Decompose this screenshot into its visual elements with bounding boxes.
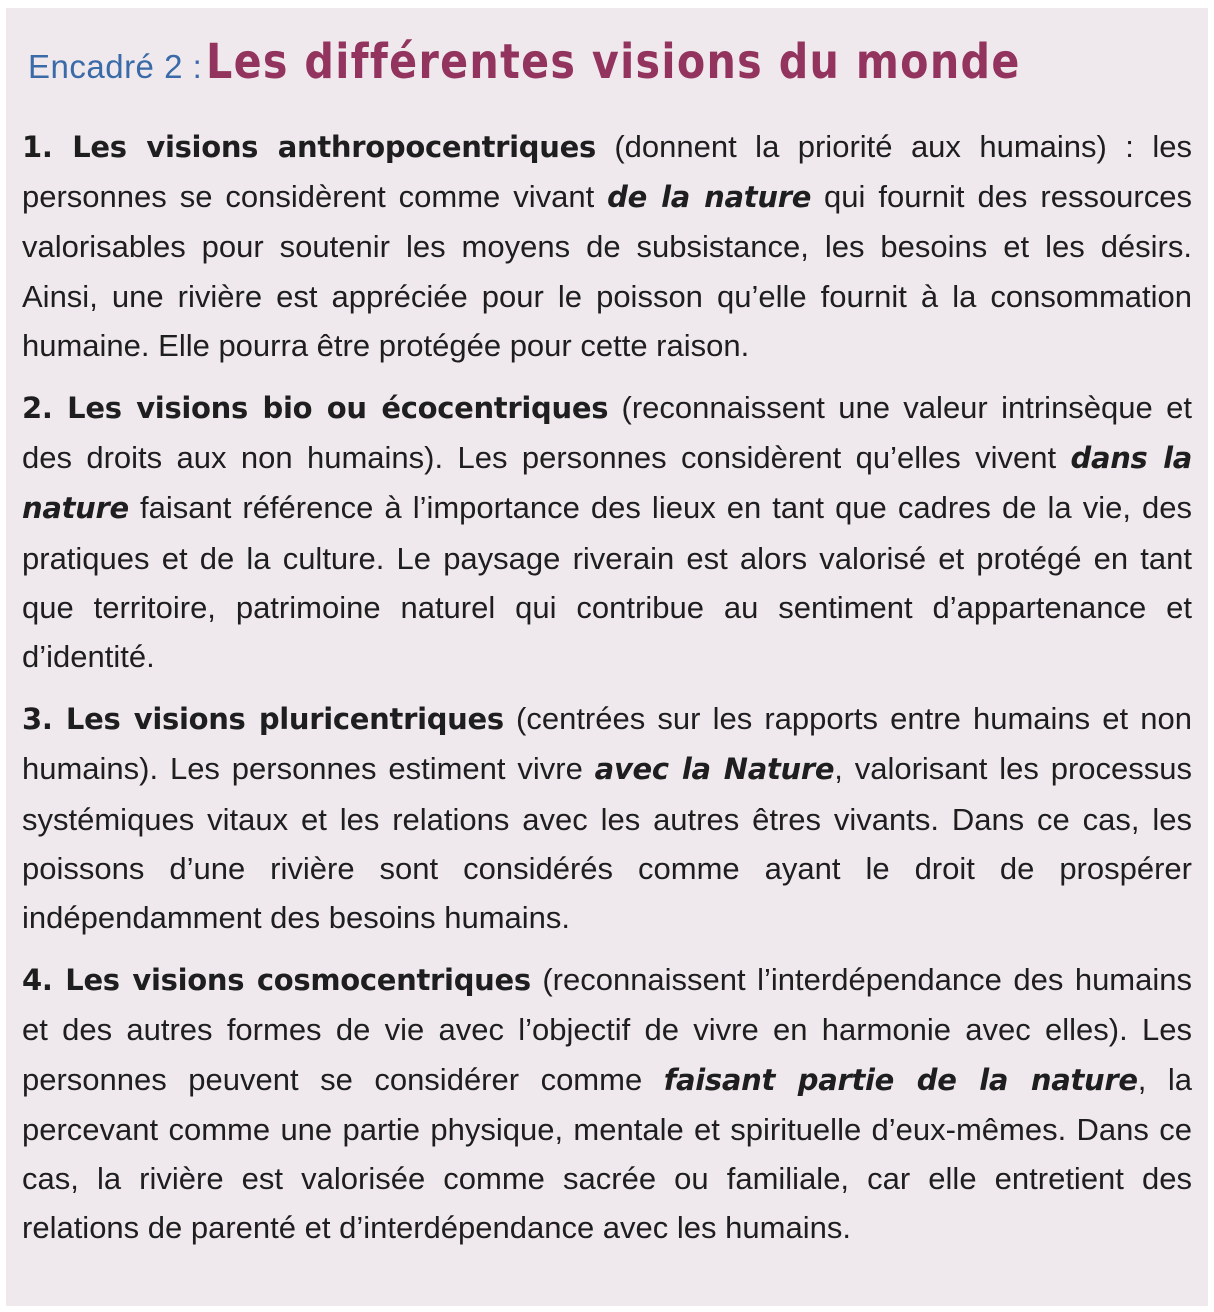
section-text: (reconnaissent une valeur intrinsèque et des droits aux non humains). Les personnes considèrent qu’elles vivent [22,390,1192,476]
section-anthropocentric [22,122,1192,370]
section-heading: 1. Les visions anthropocentriques [22,130,596,164]
section-heading: 4. Les visions cosmocentriques [22,963,531,998]
section-text: qui fournit des ressources valorisables pour soutenir les moyens de subsistance, les besoins et les désirs. Ainsi, une rivière est appréciée pour le poisson qu’elle fournit à la consommation humaine. Elle pourra être protégée pour cette raison. [22,179,1192,363]
section-ecocentric [22,383,1192,681]
section-heading: 3. Les visions pluricentriques [22,702,504,737]
box-label: Encadré 2 : [28,48,203,85]
section-text: faisant référence à l’importance des lieux en tant que cadres de la vie, des pratiques et de la culture. Le paysage riverain est alors valorisé et protégé en tant que territoire, patrimoine naturel qui contribue au sentiment d’appartenance et d’identité. [22,490,1192,675]
text-box [6,8,1208,1306]
section-heading: 2. Les visions bio ou écocentriques [22,391,609,426]
section-text: , valorisant les processus systémiques vitaux et les relations avec les autres êtres vivants. Dans ce cas, les poissons d’une rivière sont considérés comme ayant le droit de prospérer indépendamment des besoins humains. [22,751,1192,936]
section-emphasis: avec la Nature [594,752,835,787]
box-title: Les différentes visions du monde [206,34,1021,90]
section-cosmocentric [22,955,1192,1252]
section-text: (donnent la priorité aux humains) : les personnes se considèrent comme vivant [22,129,1192,215]
section-text: , la percevant comme une partie physique, mentale et spirituelle d’eux-mêmes. Dans ce cas, la rivière est valorisée comme sacrée ou familiale, car elle entretient des relations de parenté et d’interdépendance avec les humains. [22,1061,1192,1246]
section-emphasis: dans la nature [22,441,1192,526]
section-emphasis: de la nature [607,180,812,215]
section-text: (centrées sur les rapports entre humains et non humains). Les personnes estiment vivre [22,701,1192,787]
section-text: (reconnaissent l’interdépendance des humains et des autres formes de vie avec l’objectif de vivre en harmonie avec elles). Les personnes peuvent se considérer comme [22,962,1193,1097]
box-header [28,34,1192,106]
section-pluricentric [22,694,1192,942]
section-emphasis: faisant partie de la nature [663,1062,1138,1097]
